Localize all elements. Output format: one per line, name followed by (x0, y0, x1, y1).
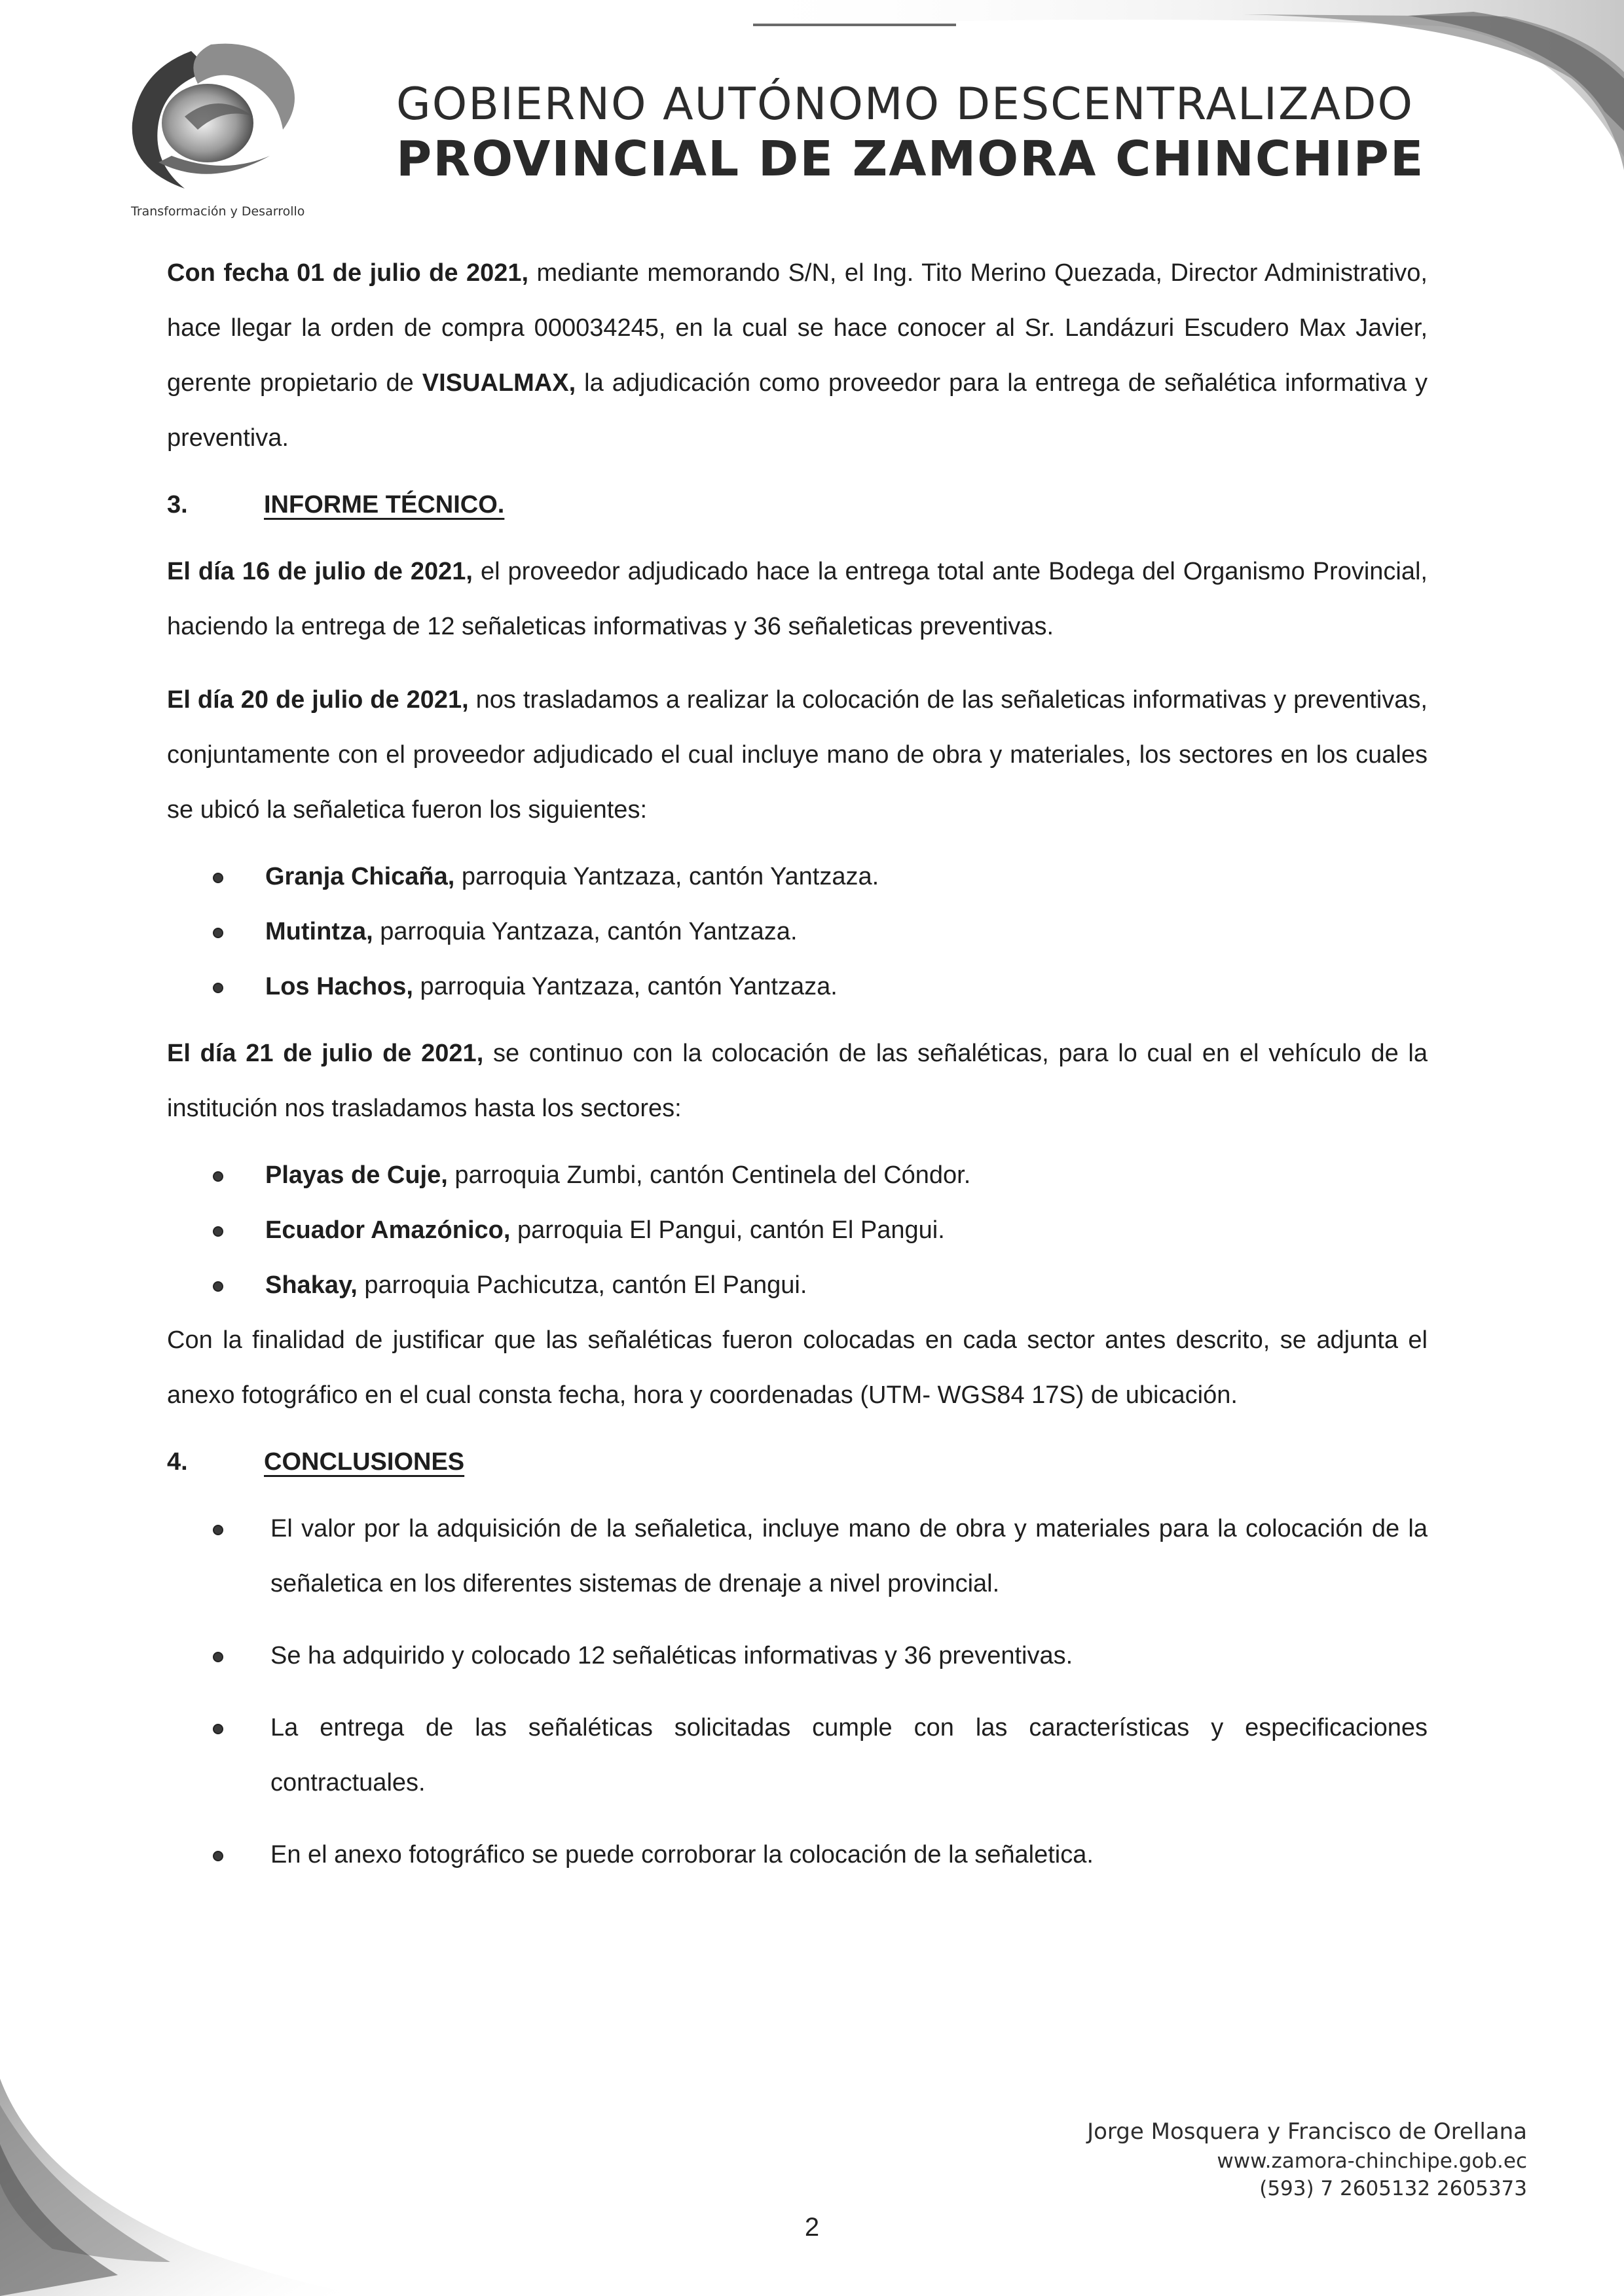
paragraph-21-julio (167, 1026, 1428, 1136)
text-21-julio: se continuo con la colocación de las señaléticas, para lo cual en el vehículo de la institución nos trasladamos hasta los sectores: (167, 1040, 1428, 1122)
list-item (167, 904, 1428, 959)
footer-address: Jorge Mosquera y Francisco de Orellana (1087, 2119, 1527, 2145)
intro-text-b: la adjudicación como proveedor para la entrega de señalética informativa y preventiva. (167, 369, 1428, 452)
footer-phones: (593) 7 2605132 2605373 (1259, 2177, 1527, 2200)
list-item (167, 849, 1428, 904)
section-4-number: 4. (167, 1448, 188, 1476)
paragraph-20-julio (167, 672, 1428, 837)
intro-date: Con fecha 01 de julio de 2021, (167, 259, 529, 287)
sector-detail: parroquia Yantzaza, cantón Yantzaza. (413, 973, 838, 1000)
conclusion-item: Se ha adquirido y colocado 12 señaléticas informativas y 36 preventivas. (167, 1628, 1428, 1683)
justification-paragraph: Con la finalidad de justificar que las señaléticas fueron colocadas en cada sector antes descrito, se adjunta el anexo fotográfico en el cual consta fecha, hora y coordenadas (UTM- WGS84 17S) de ubicación. (167, 1326, 1428, 1409)
section-3-title: INFORME TÉCNICO. (264, 491, 505, 519)
sector-name: Shakay, (265, 1271, 358, 1299)
sector-detail: parroquia El Pangui, cantón El Pangui. (510, 1216, 945, 1244)
conclusion-item: El valor por la adquisición de la señaletica, incluye mano de obra y materiales para la colocación de la señaletica en los diferentes sistemas de drenaje a nivel provincial. (167, 1501, 1428, 1611)
list-item (167, 1148, 1428, 1203)
logo-caption: Transformación y Desarrollo (131, 204, 305, 219)
footer-swoosh (0, 2052, 367, 2296)
section-3-heading (167, 477, 1428, 532)
header-title-line2: PROVINCIAL DE ZAMORA CHINCHIPE (396, 131, 1425, 187)
sector-name: Ecuador Amazónico, (265, 1216, 511, 1244)
date-20-julio: El día 20 de julio de 2021, (167, 686, 469, 714)
list-item (167, 959, 1428, 1014)
paragraph-16-julio (167, 544, 1428, 654)
date-16-julio: El día 16 de julio de 2021, (167, 558, 473, 585)
footer-website[interactable]: www.zamora-chinchipe.gob.ec (1217, 2149, 1527, 2173)
section-4-heading (167, 1434, 1428, 1489)
sector-list-20-julio (167, 849, 1428, 1014)
sector-name: Playas de Cuje, (265, 1161, 448, 1189)
page-number: 2 (804, 2213, 820, 2242)
text-20-julio: nos trasladamos a realizar la colocación de las señaleticas informativas y preventivas, conjuntamente con el proveedor adjudicado el cual incluye mano de obra y materiales, los sectores en los cuales se ubicó la señaletica fueron los siguientes: (167, 686, 1428, 824)
list-item (167, 1258, 1428, 1313)
sector-name: Granja Chicaña, (265, 863, 455, 890)
intro-text-a: mediante memorando S/N, el Ing. Tito Merino Quezada, Director Administrativo, hace llegar la orden de compra 000034245, en la cual se hace conocer al Sr. Landázuri Escudero Max Javier, gerente propietario de (167, 259, 1428, 397)
date-21-julio: El día 21 de julio de 2021, (167, 1040, 484, 1067)
gad-zamora-chinchipe-logo-icon (113, 31, 309, 195)
section-4-title: CONCLUSIONES (264, 1448, 465, 1476)
sector-name: Los Hachos, (265, 973, 413, 1000)
conclusion-item: La entrega de las señaléticas solicitadas cumple con las características y especificaciones contractuales. (167, 1700, 1428, 1810)
header-title-line1: GOBIERNO AUTÓNOMO DESCENTRALIZADO (396, 79, 1414, 130)
intro-company: VISUALMAX, (422, 369, 576, 397)
sector-name: Mutintza, (265, 918, 373, 945)
text-16-julio: el proveedor adjudicado hace la entrega total ante Bodega del Organismo Provincial, haciendo la entrega de 12 señaleticas informativas y 36 señaleticas preventivas. (167, 558, 1428, 640)
sector-detail: parroquia Pachicutza, cantón El Pangui. (357, 1271, 807, 1299)
intro-paragraph (167, 246, 1428, 465)
sector-detail: parroquia Yantzaza, cantón Yantzaza. (454, 863, 879, 890)
footer-contact (1087, 2116, 1527, 2202)
document-body (167, 246, 1428, 1882)
section-3-number: 3. (167, 491, 188, 519)
sector-list-21-julio (167, 1148, 1428, 1313)
sector-detail: parroquia Zumbi, cantón Centinela del Cóndor. (447, 1161, 971, 1189)
conclusion-item: En el anexo fotográfico se puede corroborar la colocación de la señaletica. (167, 1827, 1428, 1882)
conclusions-list (167, 1501, 1428, 1882)
sector-detail: parroquia Yantzaza, cantón Yantzaza. (373, 918, 798, 945)
list-item (167, 1203, 1428, 1258)
